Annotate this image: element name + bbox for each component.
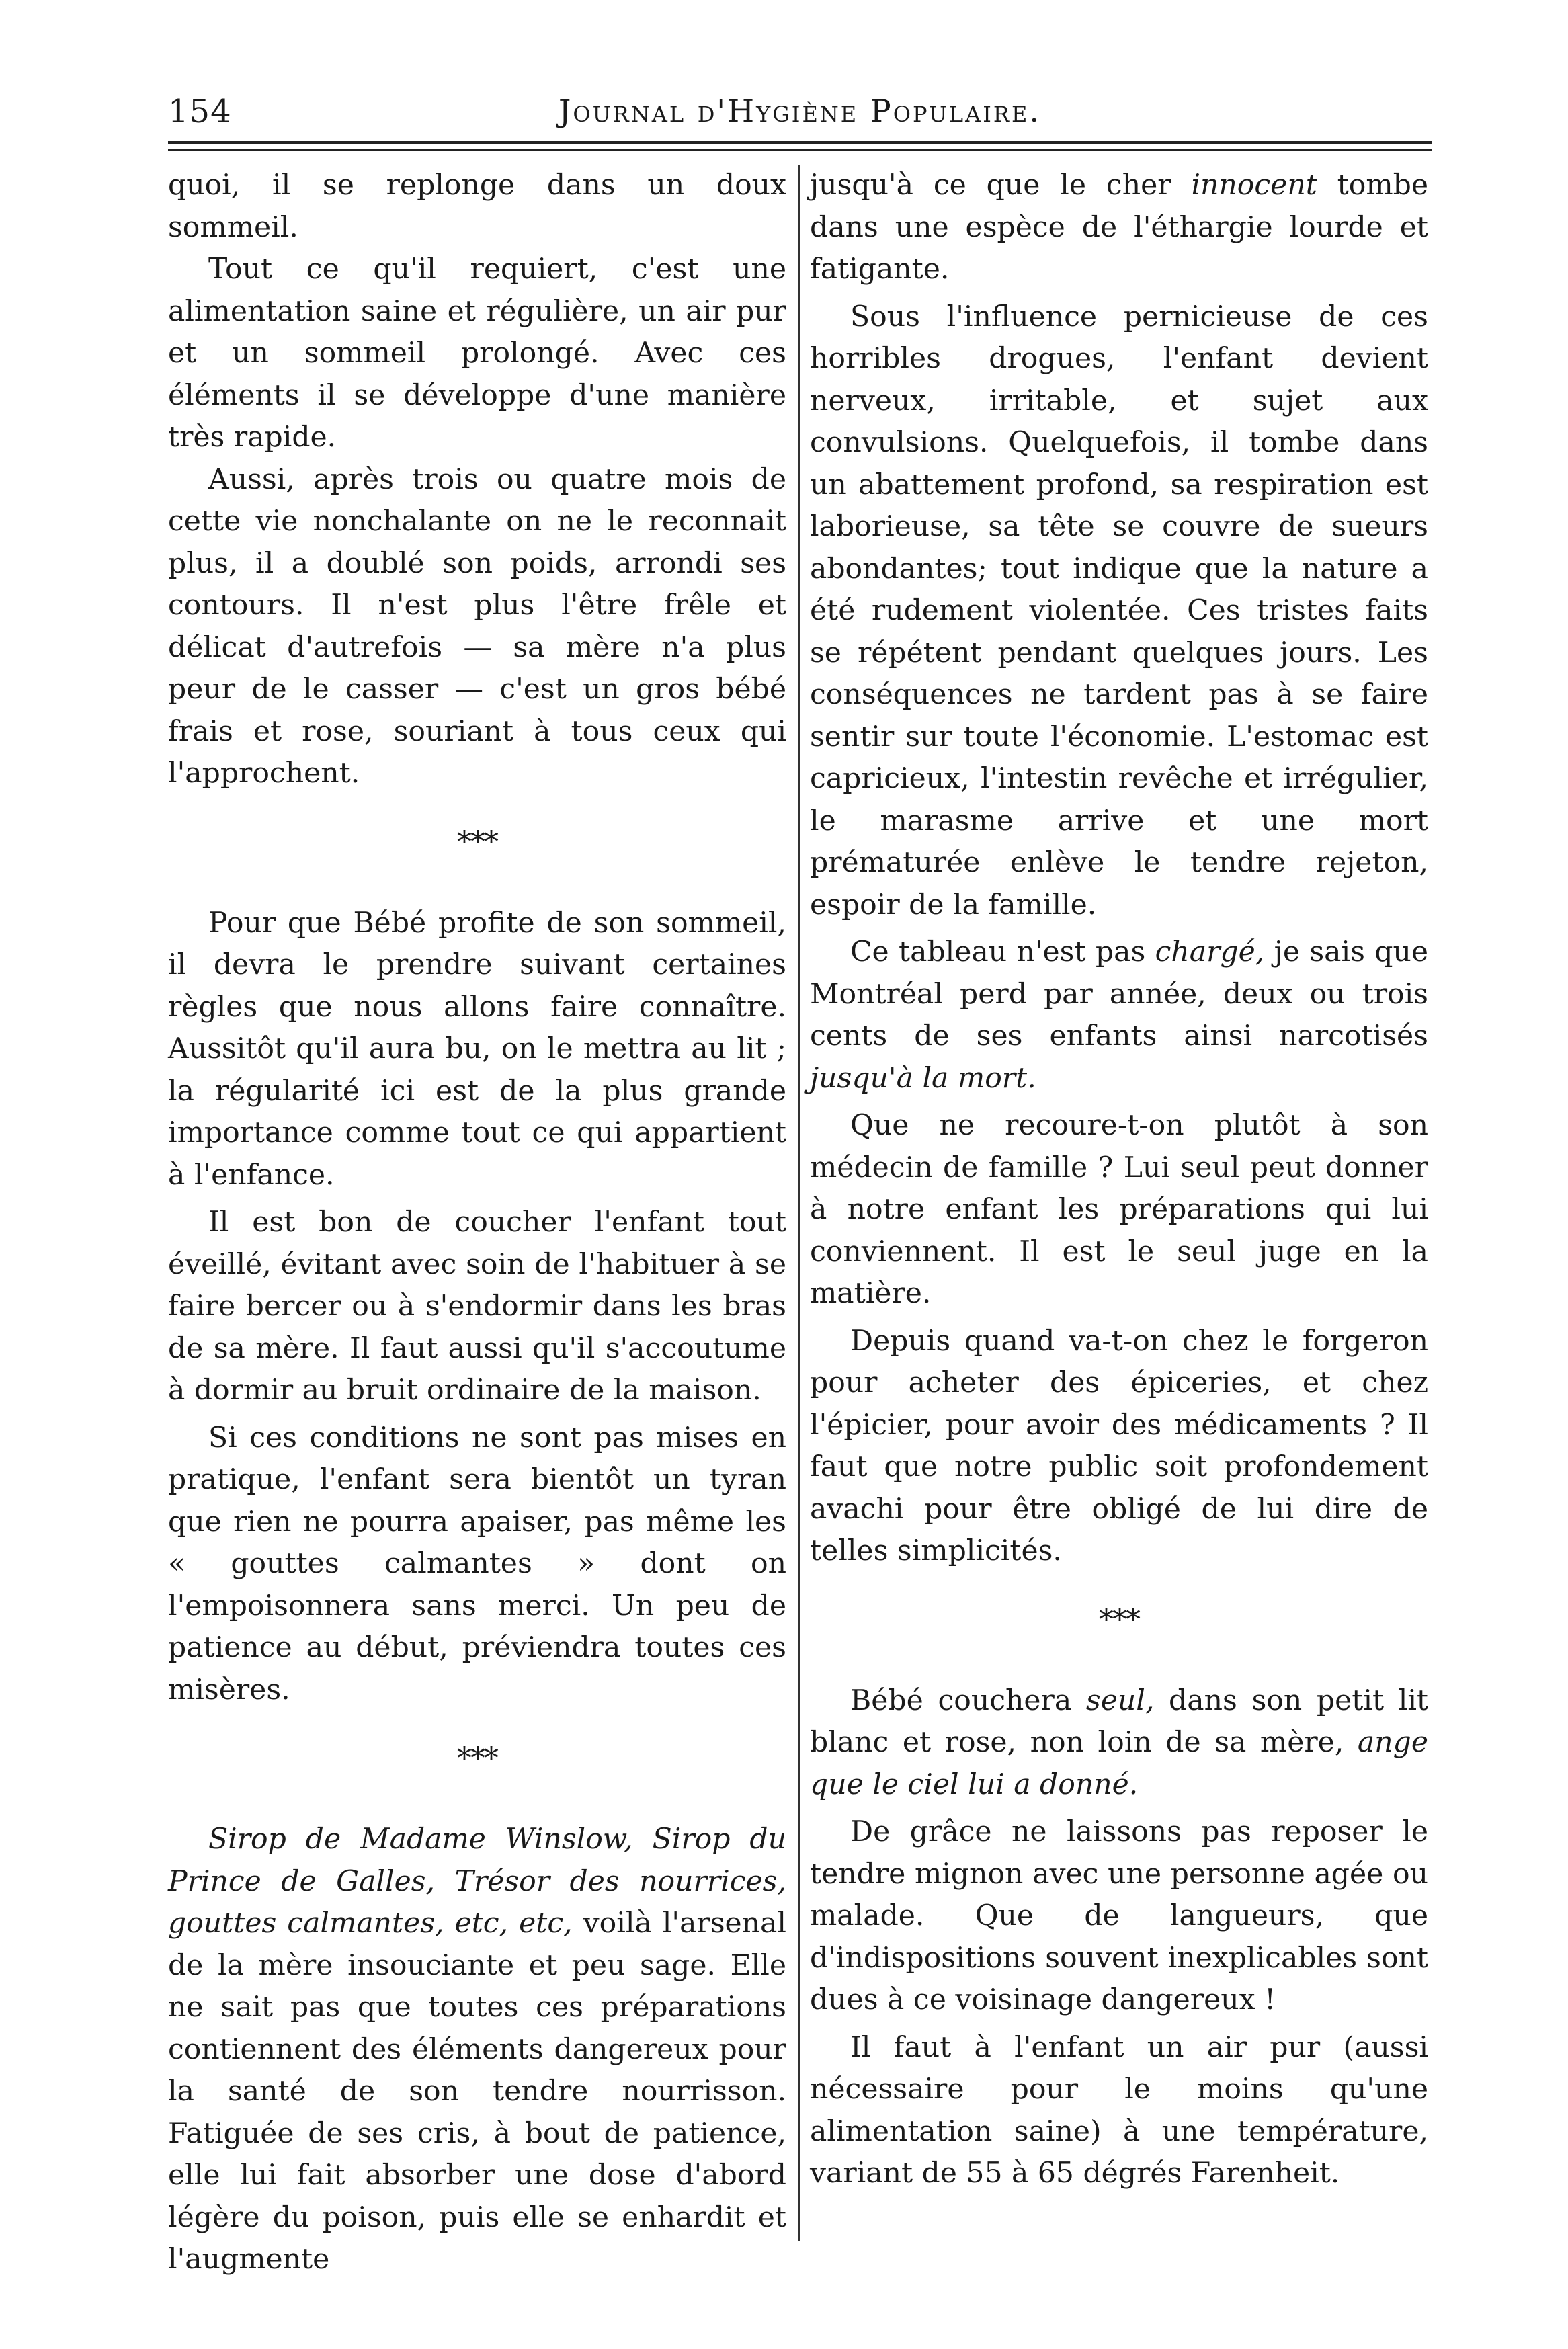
asterism: *** (457, 825, 497, 860)
paragraph-text: Ce tableau n'est pas (850, 936, 1155, 969)
paragraph: Tout ce qu'il requiert, c'est une alimentation saine et régulière, un air pur et un sommeil prolongé. Avec ces éléments il se développe d'une manière très rapide. (168, 253, 786, 454)
running-title: Journal d'Hygiène Populaire. (558, 93, 1041, 129)
header-rule-thin (168, 149, 1432, 151)
paragraph (810, 165, 1428, 291)
paragraph (810, 932, 1428, 1100)
paragraph: Il faut à l'enfant un air pur (aussi nécessaire pour le moins qu'une alimentation saine) à une température, variant de 55 à 65 dégrés Farenheit. (810, 2030, 1428, 2190)
page-header (168, 87, 1432, 148)
section-separator-asterism (810, 1573, 1428, 1680)
header-rule-thick (168, 141, 1432, 144)
section-separator-asterism (168, 795, 786, 903)
paragraph-text: voilà l'arsenal de la mère insouciante et peu sage. Elle ne sait pas que toutes ces préparations contiennent des éléments dangereux pour la santé de son tendre nourrisson. Fatiguée de ses cris, à bout de patience, elle lui fait absorber une dose d'abord légère du poison, puis elle se enhardit et l'augmente (168, 1907, 786, 2276)
paragraph-text: dans son petit lit blanc et rose, non loin de sa mère, (810, 1684, 1428, 1759)
column-divider (798, 165, 800, 2241)
left-column (168, 165, 786, 2281)
italic-text: innocent (1191, 169, 1317, 202)
paragraph-text: je sais que Montréal perd par année, deux ou trois cents de ses enfants ainsi narcotisés (810, 936, 1429, 1053)
italic-text: ange que le ciel lui a donné. (810, 1726, 1428, 1801)
remedy-list-italic: Sirop de Madame Winslow, Sirop du Prince de Galles, Trésor des nourrices, gouttes calmantes, etc, etc, (168, 1823, 786, 1940)
paragraph: Aussi, après trois ou quatre mois de cette vie nonchalante on ne le reconnait plus, il a doublé son poids, arrondi ses contours. Il n'est plus l'être frêle et délicat d'autrefois — sa mère n'a plus peur de le casser — c'est un gros bébé frais et rose, souriant à tous ceux qui l'approchent. (168, 462, 786, 790)
paragraph: De grâce ne laissons pas reposer le tendre mignon avec une personne agée ou malade. Que de langueurs, que d'indispositions souvent inexplicables sont dues à ce voisinage dangereux ! (810, 1815, 1428, 2016)
section-separator-asterism (168, 1711, 786, 1819)
paragraph: Depuis quand va-t-on chez le forgeron pour acheter des épiceries, et chez l'épicier, pour avoir des médicaments ? Il faut que notre public soit profondement avachi pour être obligé de lui dire de telles simplicités. (810, 1324, 1428, 1567)
page-number: 154 (168, 93, 232, 130)
paragraph: Si ces conditions ne sont pas mises en pratique, l'enfant sera bientôt un tyran que rien ne pourra apaiser, pas même les « gouttes calmantes » dont on l'empoisonnera sans merci. Un peu de patience au début, préviendra toutes ces misères. (168, 1421, 786, 1706)
paragraph (168, 1819, 786, 2281)
paragraph-text: tombe dans une espèce de l'éthargie lourde et fatigante. (810, 169, 1428, 286)
paragraph-text: Bébé couchera (850, 1684, 1086, 1717)
paragraph: Pour que Bébé profite de son sommeil, il devra le prendre suivant certaines règles que nous allons faire connaître. Aussitôt qu'il aura bu, on le mettra au lit ; la régularité ici est de la plus grande importance comme tout ce qui appartient à l'enfance. (168, 906, 786, 1192)
paragraph: Il est bon de coucher l'enfant tout éveillé, évitant avec soin de l'habituer à se faire bercer ou à s'endormir dans les bras de sa mère. Il faut aussi qu'il s'accoutume à dormir au bruit ordinaire de la maison. (168, 1206, 786, 1407)
italic-text: chargé, (1155, 936, 1265, 969)
paragraph (810, 1680, 1428, 1807)
italic-text: jusqu'à la mort. (810, 1061, 1036, 1095)
asterism: *** (1099, 1602, 1139, 1637)
paragraph: quoi, il se replonge dans un doux sommeil. (168, 169, 786, 244)
paragraph: Que ne recoure-t-on plutôt à son médecin de famille ? Lui seul peut donner à notre enfant les préparations qui lui conviennent. Il est le seul juge en la matière. (810, 1109, 1428, 1310)
paragraph-text: jusqu'à ce que le cher (810, 169, 1192, 202)
asterism: *** (457, 1741, 497, 1776)
paragraph: Sous l'influence pernicieuse de ces horribles drogues, l'enfant devient nerveux, irritable, et sujet aux convulsions. Quelquefois, il tombe dans un abattement profond, sa respiration est laborieuse, sa tête se couvre de sueurs abondantes; tout indique que la nature a été rudement violentée. Ces tristes faits se répétent pendant quelques jours. Les conséquences ne tardent pas à se faire sentir sur toute l'économie. L'estomac est capricieux, l'intestin revêche et irrégulier, le marasme arrive et une mort prématurée enlève le tendre rejeton, espoir de la famille. (810, 300, 1428, 921)
italic-text: seul, (1085, 1684, 1155, 1717)
right-column (810, 165, 1428, 2195)
